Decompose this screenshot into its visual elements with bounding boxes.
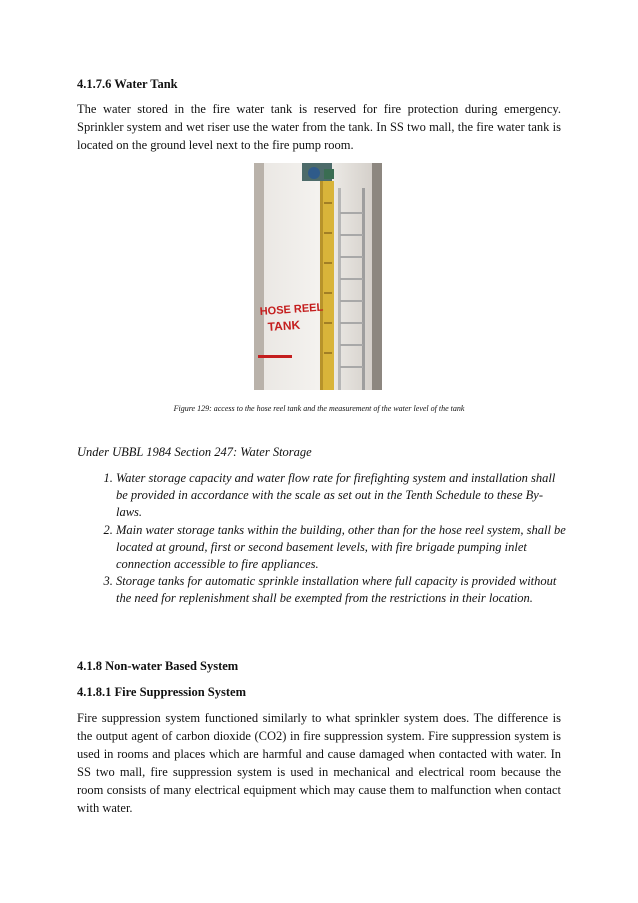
non-water-heading: 4.1.8 Non-water Based System [77, 659, 239, 673]
water-tank-paragraph: The water stored in the fire water tank is reserved for fire protection during emergency. Sprinkler system and wet riser use the water from the tank. In SS two mall, the fire water tank is located on the ground level next to the fire pump room. [77, 102, 561, 152]
tank-sign-line2: TANK [267, 317, 301, 334]
water-tank-heading: 4.1.7.6 Water Tank [77, 77, 178, 91]
tank-sign-line1: HOSE REEL [259, 301, 324, 318]
ubbl-rules-list [92, 470, 566, 608]
list-item: 2. Main water storage tanks within the building, other than for the hose reel system, shall be located at ground, first or second basement levels, with fire brigade pumping inlet connection accessible to fire appliances. [116, 522, 566, 574]
list-item: 1. Water storage capacity and water flow rate for firefighting system and installation shall be provided in accordance with the scale as set out in the Tenth Schedule to these By-laws. [116, 470, 566, 522]
fire-suppression-paragraph: Fire suppression system functioned similarly to what sprinkler system does. The difference is the output agent of carbon dioxide (CO2) in fire suppression system. Fire suppression system is used in rooms and places which are harmful and cause damaged when contacted with water. In SS two mall, fire suppression system is used in mechanical and electrical room because the room consists of many electrical equipment which may cause them to malfunction when contact with water. [77, 711, 561, 815]
figure-caption: Figure 129: access to the hose reel tank and the measurement of the water level of the tank [173, 404, 465, 413]
fire-suppression-heading: 4.1.8.1 Fire Suppression System [77, 685, 247, 699]
hose-reel-tank-photo [254, 163, 382, 390]
list-item: 3. Storage tanks for automatic sprinkle installation where full capacity is provided without the need for replenishment shall be exempted from the restrictions in their location. [116, 573, 566, 607]
ubbl-heading: Under UBBL 1984 Section 247: Water Storage [77, 445, 312, 459]
